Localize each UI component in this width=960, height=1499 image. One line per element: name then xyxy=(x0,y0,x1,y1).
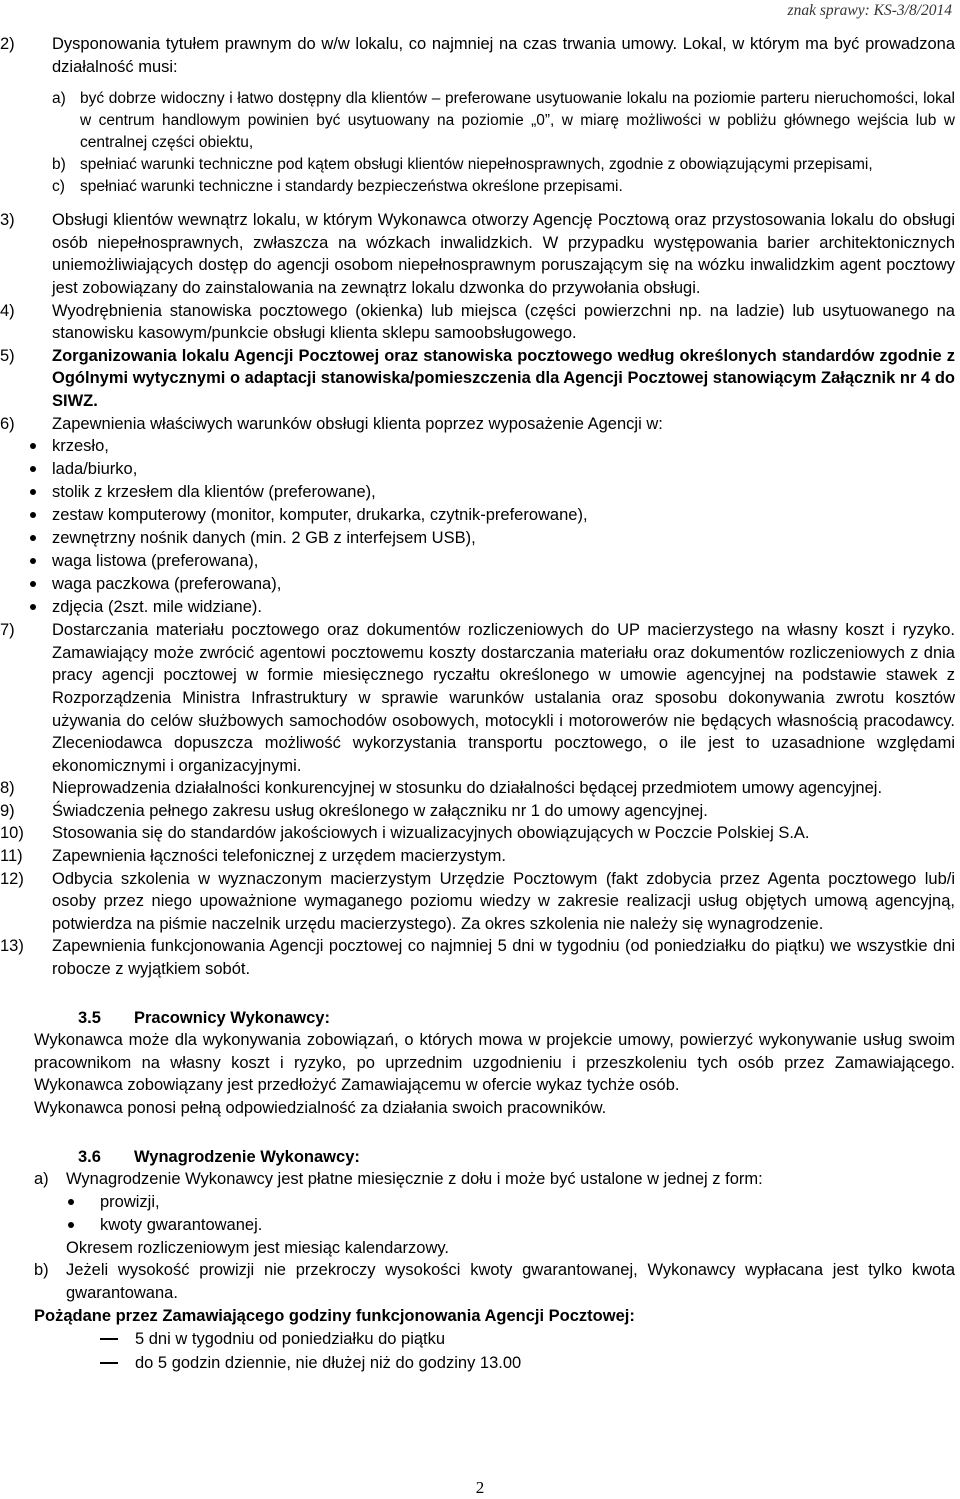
item-number: 10) xyxy=(0,824,24,843)
list-item xyxy=(0,1168,955,1191)
equipment-item: lada/biurko, xyxy=(52,460,138,479)
item-number: 4) xyxy=(0,301,15,320)
item-letter: b) xyxy=(34,1261,49,1280)
list-item xyxy=(0,1259,955,1304)
hours-list xyxy=(0,1327,955,1375)
paragraph: Wykonawca ponosi pełną odpowiedzialność za działania swoich pracowników. xyxy=(34,1099,607,1117)
item-text: Dysponowania tytułem prawnym do w/w lokalu, co najmniej na czas trwania umowy. Lokal, w którym ma być prowadzona działalność musi: xyxy=(52,35,955,76)
section-title: Wynagrodzenie Wykonawcy: xyxy=(134,1147,360,1166)
item-text: Odbycia szkolenia w wyznaczonym macierzystym Urzędzie Pocztowym (fakt zdobycia przez Agenta pocztowego lub/i osoby przez niego upoważnione wymaganego poziomu wiedzy w zakresie realizacji usług objętych umową agencyjną, potwierdza na piśmie naczelnik urzędu macierzystego). Za okres szkolenia nie należy się wynagrodzenie. xyxy=(52,869,955,933)
list-item xyxy=(0,619,955,777)
list-item xyxy=(0,345,955,413)
list-item xyxy=(0,822,955,845)
bullet-icon xyxy=(0,504,52,527)
paragraph: Wykonawca może dla wykonywania zobowiązań, o których mowa w projekcie umowy, powierzyć wykonywanie usług swoim pracownikom na własny koszt i ryzyko, po uprzednim uzgodnieniu i przeszkoleniu tych osób przez Zamawiającego. Wykonawca zobowiązany jest przedłożyć Zamawiającemu w ofercie wykaz tychże osób. xyxy=(34,1031,955,1095)
item-text: Wynagrodzenie Wykonawcy jest płatne miesięcznie z dołu i może być ustalone w jednej z form: xyxy=(66,1170,763,1189)
equipment-item: krzesło, xyxy=(52,437,109,456)
list-item xyxy=(0,527,955,550)
list-item xyxy=(0,481,955,504)
bullet-icon xyxy=(0,458,52,481)
list-item xyxy=(0,800,955,823)
list-item xyxy=(0,935,955,980)
item-text: Nieprowadzenia działalności konkurencyjnej w stosunku do działalności będącej przedmiotem umowy agencyjnej. xyxy=(52,779,883,798)
hours-item: do 5 godzin dziennie, nie dłużej niż do godziny 13.00 xyxy=(135,1354,522,1373)
document-body xyxy=(0,33,955,1375)
sub-letter: a) xyxy=(52,90,66,108)
list-item xyxy=(0,458,955,481)
sub-letter: b) xyxy=(52,156,66,174)
list-item xyxy=(0,550,955,573)
bullet-icon xyxy=(0,1191,100,1214)
list-item xyxy=(0,504,955,527)
sub-letter: c) xyxy=(52,178,65,196)
item-number: 2) xyxy=(0,35,15,53)
equipment-item: waga paczkowa (preferowana), xyxy=(52,575,282,594)
section-number: 3.5 xyxy=(78,1008,101,1027)
item-text-bold: Zorganizowania lokalu Agencji Pocztowej oraz stanowiska pocztowego według określonych standardów zgodnie z Ogólnymi wytycznymi o adaptacji stanowiska/pomieszczenia dla Agencji Pocztowej stanowiącym Załącznik nr 4 do SIWZ. xyxy=(52,346,955,410)
list-item xyxy=(0,209,955,299)
list-item xyxy=(0,1351,955,1375)
item-letter: a) xyxy=(34,1170,49,1189)
bullet-icon xyxy=(0,573,52,596)
item-text: Zapewnienia właściwych warunków obsługi klienta poprzez wyposażenie Agencji w: xyxy=(52,414,663,433)
equipment-item: waga listowa (preferowana), xyxy=(52,552,259,571)
list-item xyxy=(0,1191,955,1214)
bullet-icon xyxy=(0,527,52,550)
bullet-icon xyxy=(0,481,52,504)
section-number: 3.6 xyxy=(78,1147,101,1166)
equipment-item: zdjęcia (2szt. mile widziane). xyxy=(52,598,262,617)
item-text: Obsługi klientów wewnątrz lokalu, w którym Wykonawca otworzy Agencję Pocztową oraz przystosowania lokalu do obsługi osób niepełnosprawnych, zwłaszcza na wózkach inwalidzkich. W przypadku występowania barier architektonicznych uniemożliwiających dostęp do agencji osobom niepełnosprawnym poruszającym się na wózku inwalidzkim agent pocztowy jest zobowiązany do zainstalowania na zewnątrz lokalu dzwonka do przywołania obsługi. xyxy=(52,211,955,297)
list-item xyxy=(0,33,955,78)
item-number: 9) xyxy=(0,801,15,820)
form-item: kwoty gwarantowanej. xyxy=(100,1215,263,1234)
item-number: 8) xyxy=(0,779,15,798)
item-number: 5) xyxy=(0,346,15,365)
bullet-icon xyxy=(0,1214,100,1237)
bullet-icon xyxy=(0,435,52,458)
sub-item xyxy=(52,88,955,154)
forms-list xyxy=(0,1191,955,1237)
hours-heading: Pożądane przez Zamawiającego godziny funkcjonowania Agencji Pocztowej: xyxy=(34,1306,635,1325)
list-item xyxy=(0,1214,955,1237)
item-number: 13) xyxy=(0,937,24,956)
case-sign: znak sprawy: KS-3/8/2014 xyxy=(787,2,952,19)
list-item xyxy=(0,435,955,458)
item-number: 11) xyxy=(0,847,23,866)
item-number: 12) xyxy=(0,869,24,888)
list-item xyxy=(0,868,955,936)
item-text: Świadczenia pełnego zakresu usług określonego w załączniku nr 1 do umowy agencyjnej. xyxy=(52,801,708,820)
item-text: Zapewnienia funkcjonowania Agencji pocztowej co najmniej 5 dni w tygodniu (od poniedziałku do piątku) we wszystkie dni robocze z wyjątkiem sobót. xyxy=(52,937,955,979)
section-heading xyxy=(0,1146,955,1169)
bullet-icon xyxy=(0,596,52,619)
sub-text: spełniać warunki techniczne i standardy bezpieczeństwa określone przepisami. xyxy=(80,178,623,196)
section-title: Pracownicy Wykonawcy: xyxy=(134,1008,330,1027)
list-item xyxy=(0,845,955,868)
list-item xyxy=(0,777,955,800)
paragraph: Okresem rozliczeniowym jest miesiąc kalendarzowy. xyxy=(66,1238,449,1257)
list-item xyxy=(0,596,955,619)
dash-icon xyxy=(0,1351,135,1375)
form-item: prowizji, xyxy=(100,1192,160,1211)
list-item xyxy=(0,300,955,345)
item-text: Jeżeli wysokość prowizji nie przekroczy wysokości kwoty gwarantowanej, Wykonawcy wypłacana jest tylko kwota gwarantowana. xyxy=(66,1261,955,1302)
item-number: 7) xyxy=(0,621,15,640)
equipment-item: stolik z krzesłem dla klientów (preferowane), xyxy=(52,483,376,502)
sub-item xyxy=(52,176,955,198)
item-text: Zapewnienia łączności telefonicznej z urzędem macierzystym. xyxy=(52,847,506,866)
equipment-list xyxy=(0,435,955,619)
sub-list xyxy=(52,88,955,198)
section-heading xyxy=(0,1007,955,1030)
list-item xyxy=(0,573,955,596)
equipment-item: zestaw komputerowy (monitor, komputer, drukarka, czytnik-preferowane), xyxy=(52,506,588,525)
bullet-icon xyxy=(0,550,52,573)
dash-icon xyxy=(0,1327,135,1351)
item-text: Stosowania się do standardów jakościowych i wizualizacyjnych obowiązujących w Poczcie Polskiej S.A. xyxy=(52,824,810,843)
item-number: 3) xyxy=(0,211,15,230)
item-text: Wyodrębnienia stanowiska pocztowego (okienka) lub miejsca (części powierzchni np. na ladzie) lub usytuowanego na stanowisku kasowym/punkcie obsługi klienta sklepu samoobsługowego. xyxy=(52,301,955,343)
list-item xyxy=(0,413,955,436)
sub-item xyxy=(52,154,955,176)
page-number: 2 xyxy=(475,1478,485,1497)
equipment-item: zewnętrzny nośnik danych (min. 2 GB z interfejsem USB), xyxy=(52,529,476,548)
item-text: Dostarczania materiału pocztowego oraz dokumentów rozliczeniowych do UP macierzystego na własny koszt i ryzyko. Zamawiający może zwrócić agentowi pocztowemu koszty dostarczania materiału oraz dokumentów rozliczeniowych z dnia pracy agencji pocztowej w formie miesięcznego ryczałtu określonego w umowie agencyjnej na podstawie stawek z Rozporządzenia Ministra Infrastruktury w sprawie warunków ustalania oraz sposobu dokonywania zwrotu kosztów używania do celów służbowych samochodów osobowych, motocykli i motorowerów nie będących własnością pracodawcy. Zleceniodawca dopuszcza możliwość wykorzystania transportu pocztowego, o ile jest to uzasadnione względami ekonomicznymi i organizacyjnymi. xyxy=(52,621,955,775)
list-item xyxy=(0,1327,955,1351)
hours-item: 5 dni w tygodniu od poniedziałku do piątku xyxy=(135,1330,446,1349)
sub-text: spełniać warunki techniczne pod kątem obsługi klientów niepełnosprawnych, zgodnie z obowiązującymi przepisami, xyxy=(80,156,873,174)
item-number: 6) xyxy=(0,414,15,433)
sub-text: być dobrze widoczny i łatwo dostępny dla klientów – preferowane usytuowanie lokalu na poziomie parteru nieruchomości, lokal w centrum handlowym powinien być usytuowany na poziomie „0”, w miarę możliwości w pobliżu głównego wejścia lub w centralnej części obiektu, xyxy=(80,90,955,152)
